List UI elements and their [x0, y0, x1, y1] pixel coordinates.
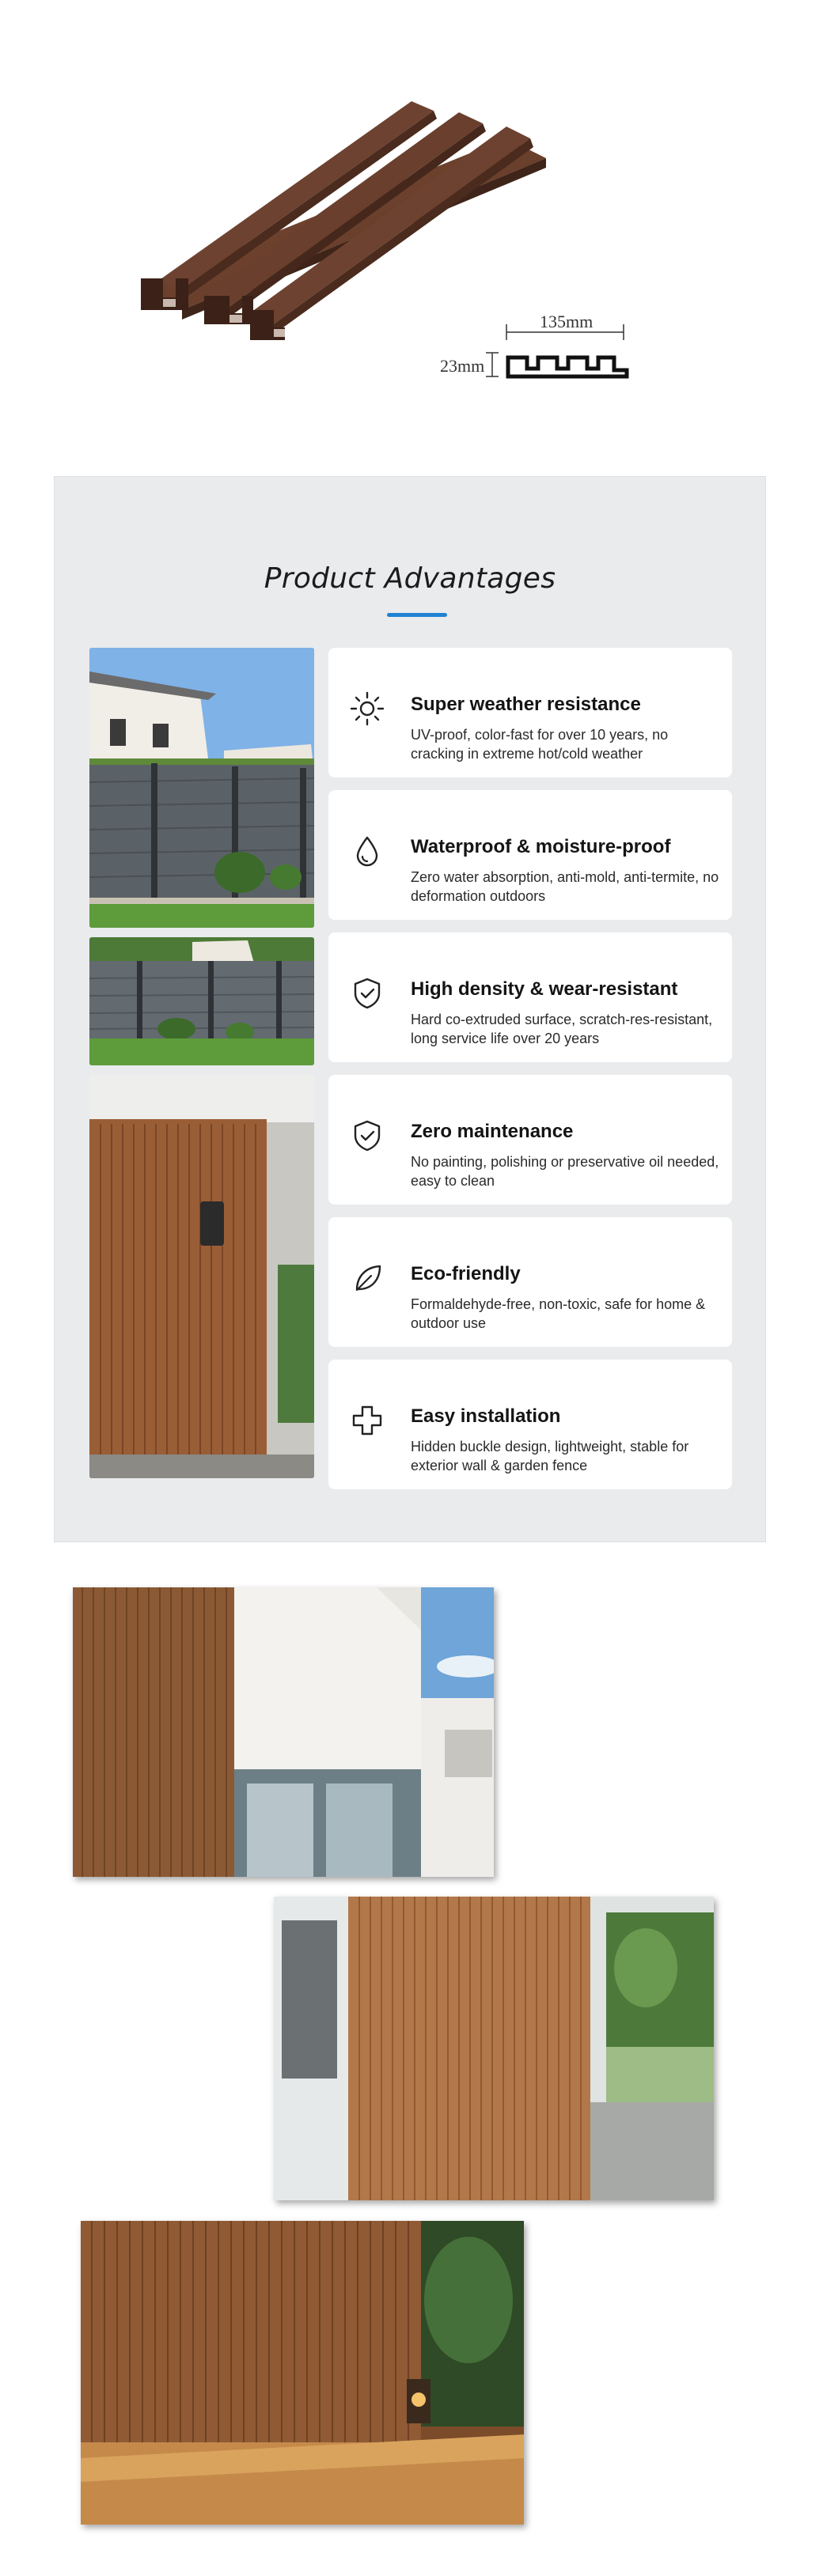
garden-fence-photo	[89, 937, 314, 1065]
card-title: Super weather resistance	[411, 694, 641, 715]
advantage-card-density	[328, 932, 732, 1062]
card-title: Zero maintenance	[411, 1121, 574, 1142]
card-description: Hard co-extruded surface, scratch-res-resistant, long service life over 20 years	[411, 1012, 713, 1046]
height-dimension-label: 23mm	[440, 356, 485, 376]
water-drop-icon	[349, 833, 385, 869]
card-title: Easy installation	[411, 1405, 561, 1427]
width-dimension-label: 135mm	[540, 312, 594, 331]
advantage-card-maintenance	[328, 1075, 732, 1205]
wall-panel-product-image	[0, 0, 823, 443]
sun-icon	[349, 690, 385, 727]
card-title: Eco-friendly	[411, 1263, 521, 1284]
advantage-card-eco	[328, 1217, 732, 1347]
leaf-icon	[349, 1260, 385, 1296]
advantage-card-waterproof	[328, 790, 732, 920]
card-description: No painting, polishing or preservative oil needed, easy to clean	[411, 1154, 719, 1189]
product-hero	[0, 0, 823, 443]
shield-check-icon	[349, 975, 385, 1012]
indoor-wood-wall-photo	[81, 2221, 524, 2525]
patio-wood-wall-photo	[274, 1897, 714, 2200]
shield-check-icon	[349, 1118, 385, 1154]
card-title: Waterproof & moisture-proof	[411, 836, 671, 857]
card-description: Formaldehyde-free, non-toxic, safe for home & outdoor use	[411, 1296, 706, 1331]
advantage-card-weather	[328, 648, 732, 777]
wood-wall-lamp-photo	[89, 1075, 314, 1478]
cross-plus-icon	[349, 1402, 385, 1439]
card-description: Hidden buckle design, lightweight, stable for exterior wall & garden fence	[411, 1439, 689, 1473]
title-underline	[387, 613, 447, 617]
card-title: High density & wear-resistant	[411, 978, 678, 1000]
advantage-card-installation	[328, 1360, 732, 1489]
fence-house-photo	[89, 648, 314, 928]
advantages-title: Product Advantages	[264, 562, 556, 595]
exterior-wood-wall-photo	[73, 1587, 494, 1877]
advantages-panel	[54, 476, 766, 1542]
card-description: UV-proof, color-fast for over 10 years, no cracking in extreme hot/cold weather	[411, 727, 669, 762]
card-description: Zero water absorption, anti-mold, anti-termite, no deformation outdoors	[411, 869, 719, 904]
